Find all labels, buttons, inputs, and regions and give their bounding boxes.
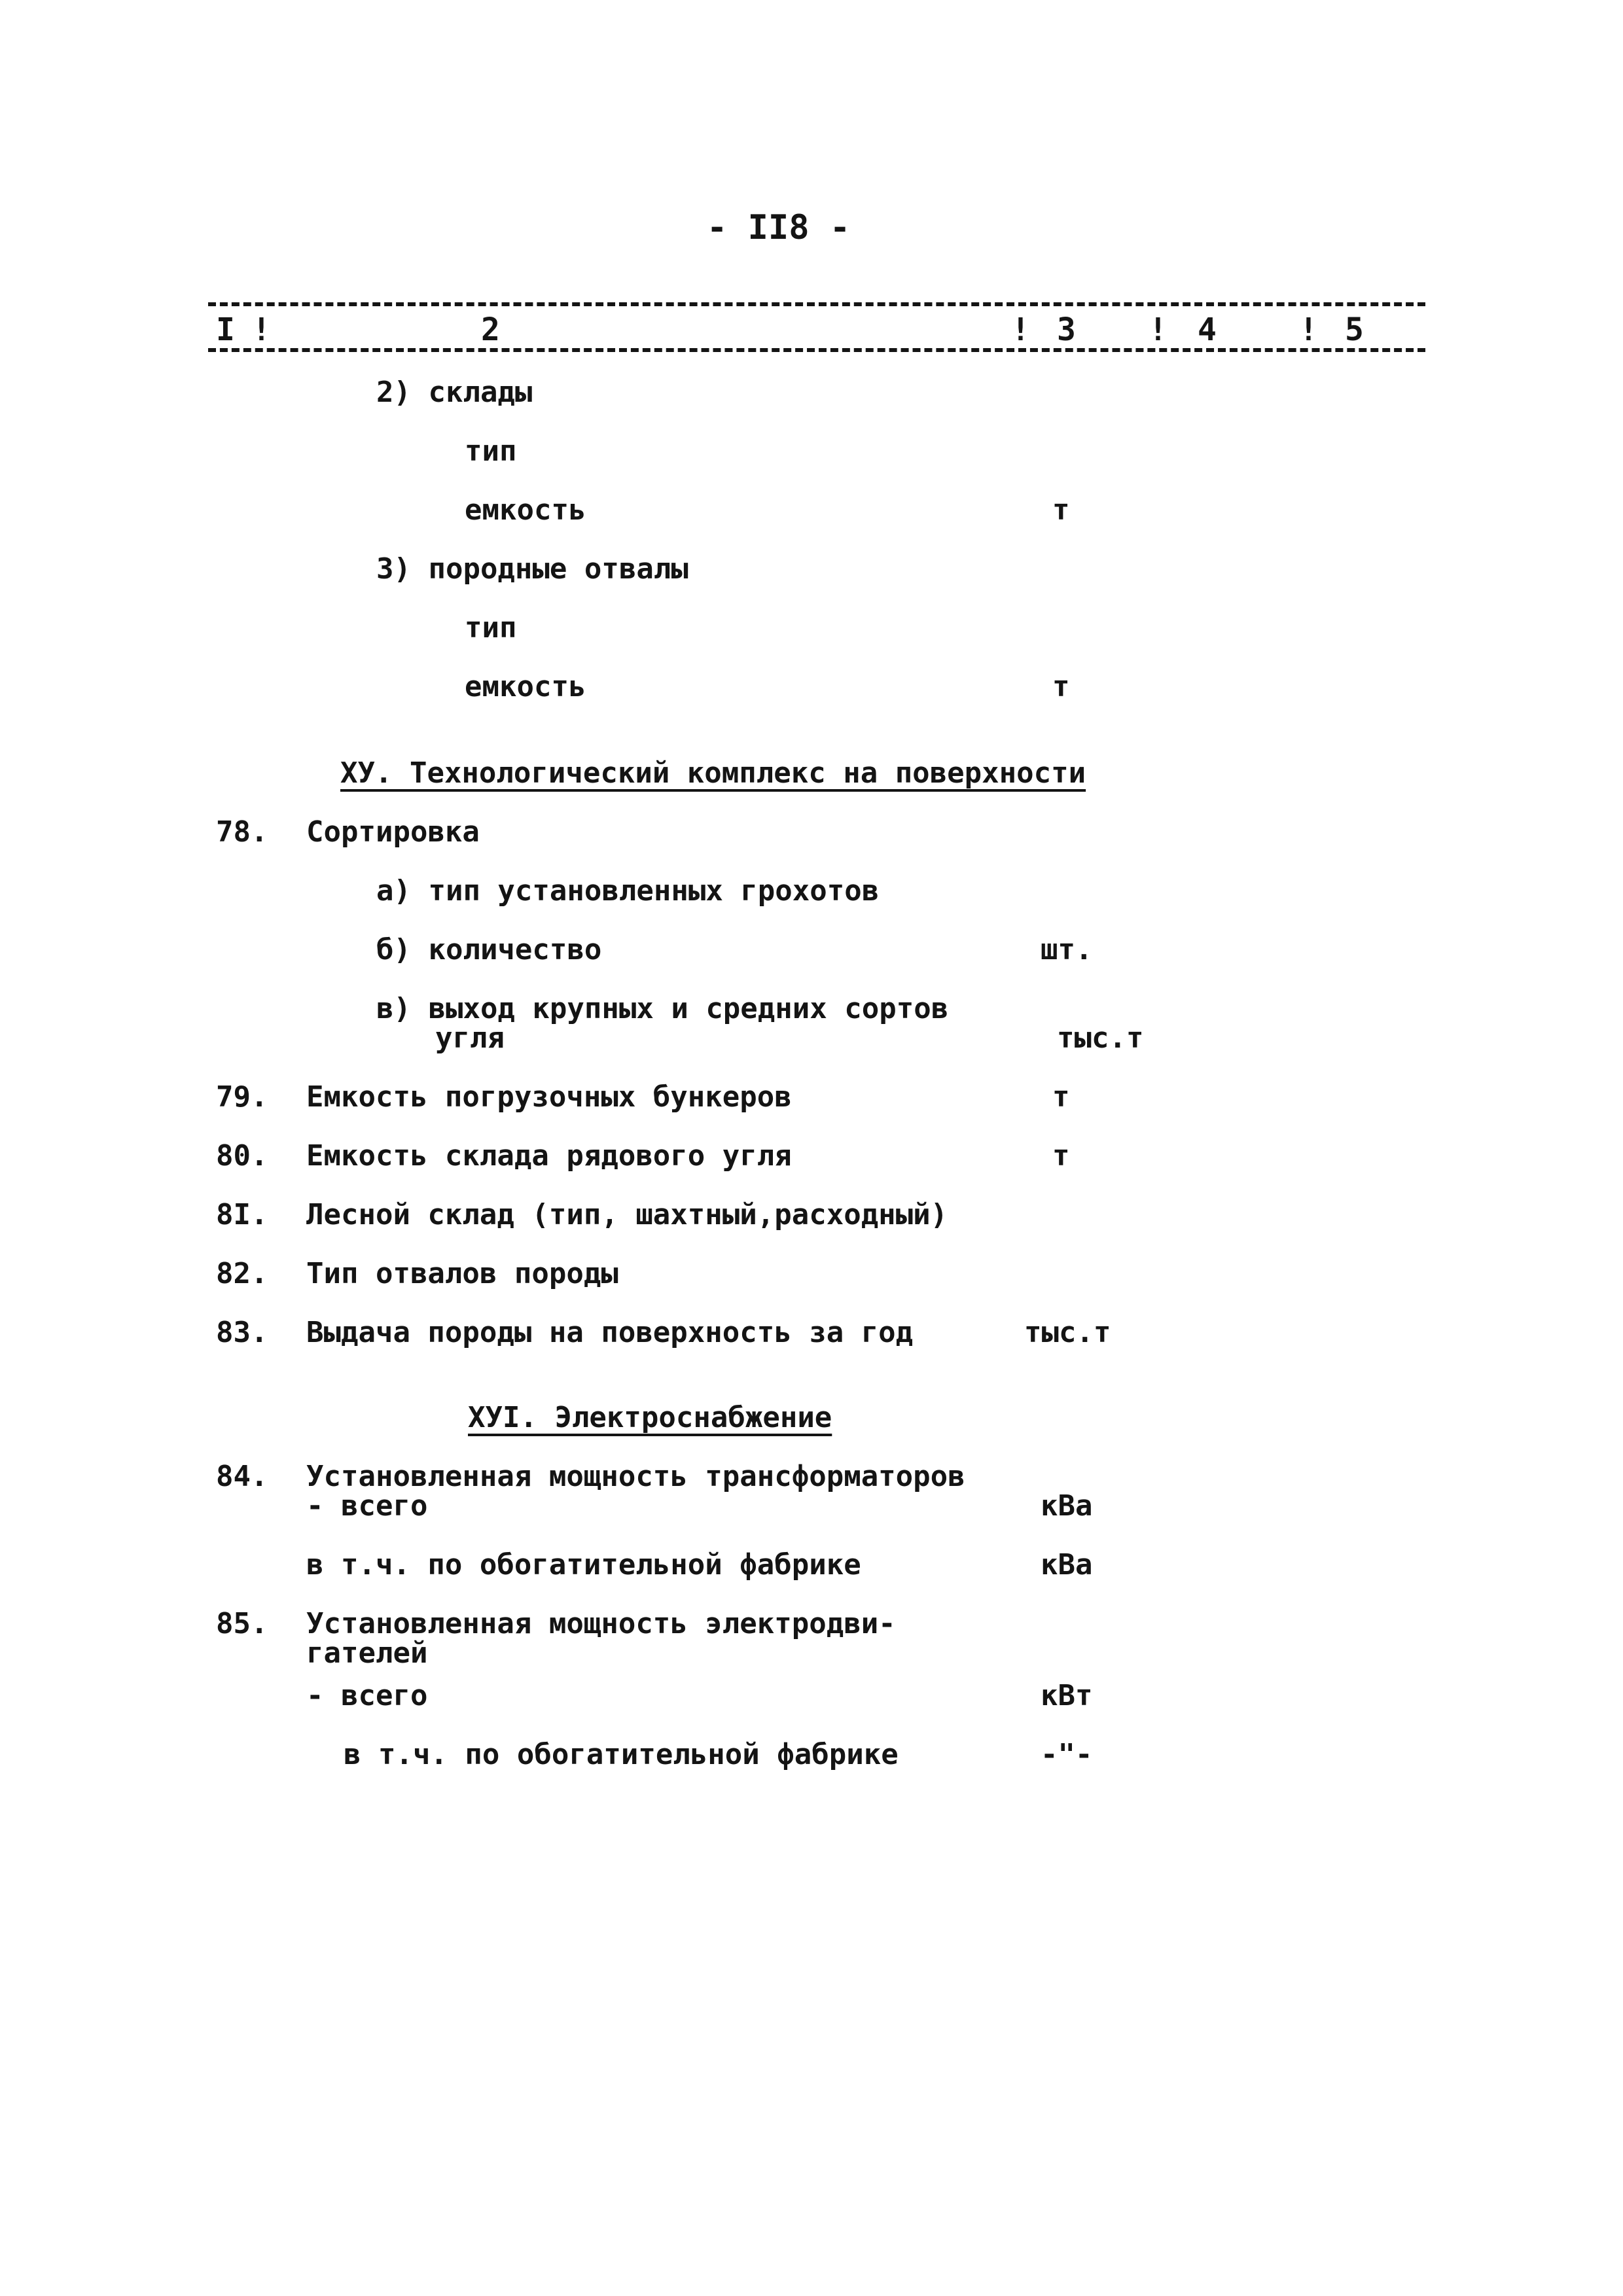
item-number: 85. bbox=[216, 1607, 268, 1640]
item-unit: кВа bbox=[1041, 1489, 1093, 1523]
item-unit: -"- bbox=[1041, 1738, 1093, 1771]
item-text: тип bbox=[465, 611, 517, 645]
item-unit: кВа bbox=[1041, 1548, 1093, 1581]
header-sep-1: ! bbox=[252, 311, 271, 348]
item-text: Установленная мощность электродви- bbox=[306, 1607, 896, 1640]
item-unit: шт. bbox=[1041, 933, 1093, 966]
item-text: емкость bbox=[465, 670, 586, 703]
item-text: гателей bbox=[306, 1636, 428, 1670]
item-number: 79. bbox=[216, 1080, 268, 1114]
item-text: Сортировка bbox=[306, 815, 480, 849]
item-text: Емкость склада рядового угля bbox=[306, 1139, 792, 1173]
section-heading: ХУ. Технологический комплекс на поверхности bbox=[340, 756, 1086, 790]
item-number: 80. bbox=[216, 1139, 268, 1173]
item-text: - всего bbox=[306, 1679, 428, 1712]
page-number: - II8 - bbox=[707, 208, 851, 247]
item-text: Тип отвалов породы bbox=[306, 1257, 618, 1290]
item-unit: тыс.т bbox=[1024, 1316, 1111, 1349]
header-top-rule bbox=[208, 302, 1425, 306]
header-col-3: 3 bbox=[1057, 311, 1076, 348]
item-unit: т bbox=[1052, 1080, 1070, 1114]
item-number: 8I. bbox=[216, 1198, 268, 1231]
item-text: угля bbox=[435, 1021, 505, 1055]
item-text: Выдача породы на поверхность за год bbox=[306, 1316, 914, 1349]
item-text: тип bbox=[465, 434, 517, 468]
item-text: Емкость погрузочных бункеров bbox=[306, 1080, 792, 1114]
item-number: 83. bbox=[216, 1316, 268, 1349]
item-unit: кВт bbox=[1041, 1679, 1093, 1712]
item-unit: т bbox=[1052, 1139, 1070, 1173]
header-col-2: 2 bbox=[481, 311, 500, 348]
item-text: 3) породные отвалы bbox=[376, 552, 688, 586]
item-unit: т bbox=[1052, 493, 1070, 527]
header-col-4: 4 bbox=[1198, 311, 1217, 348]
item-number: 78. bbox=[216, 815, 268, 849]
item-unit: тыс.т bbox=[1057, 1021, 1144, 1055]
item-text: в) выход крупных и средних сортов bbox=[376, 992, 949, 1025]
item-text: 2) склады bbox=[376, 376, 533, 409]
item-number: 84. bbox=[216, 1460, 268, 1493]
item-text: б) количество bbox=[376, 933, 602, 966]
item-text: емкость bbox=[465, 493, 586, 527]
item-text: - всего bbox=[306, 1489, 428, 1523]
item-text: в т.ч. по обогатительной фабрике bbox=[306, 1548, 861, 1581]
item-text: Установленная мощность трансформаторов bbox=[306, 1460, 965, 1493]
item-text: Лесной склад (тип, шахтный,расходный) bbox=[306, 1198, 948, 1231]
item-text: в т.ч. по обогатительной фабрике bbox=[344, 1738, 899, 1771]
section-heading: ХУI. Электроснабжение bbox=[468, 1401, 832, 1434]
header-sep-4: ! bbox=[1299, 311, 1318, 348]
header-sep-3: ! bbox=[1149, 311, 1168, 348]
item-number: 82. bbox=[216, 1257, 268, 1290]
header-bottom-rule bbox=[208, 348, 1425, 352]
header-col-5: 5 bbox=[1345, 311, 1364, 348]
header-sep-2: ! bbox=[1011, 311, 1030, 348]
item-text: а) тип установленных грохотов bbox=[376, 874, 880, 908]
header-col-1: I bbox=[216, 311, 235, 348]
item-unit: т bbox=[1052, 670, 1070, 703]
